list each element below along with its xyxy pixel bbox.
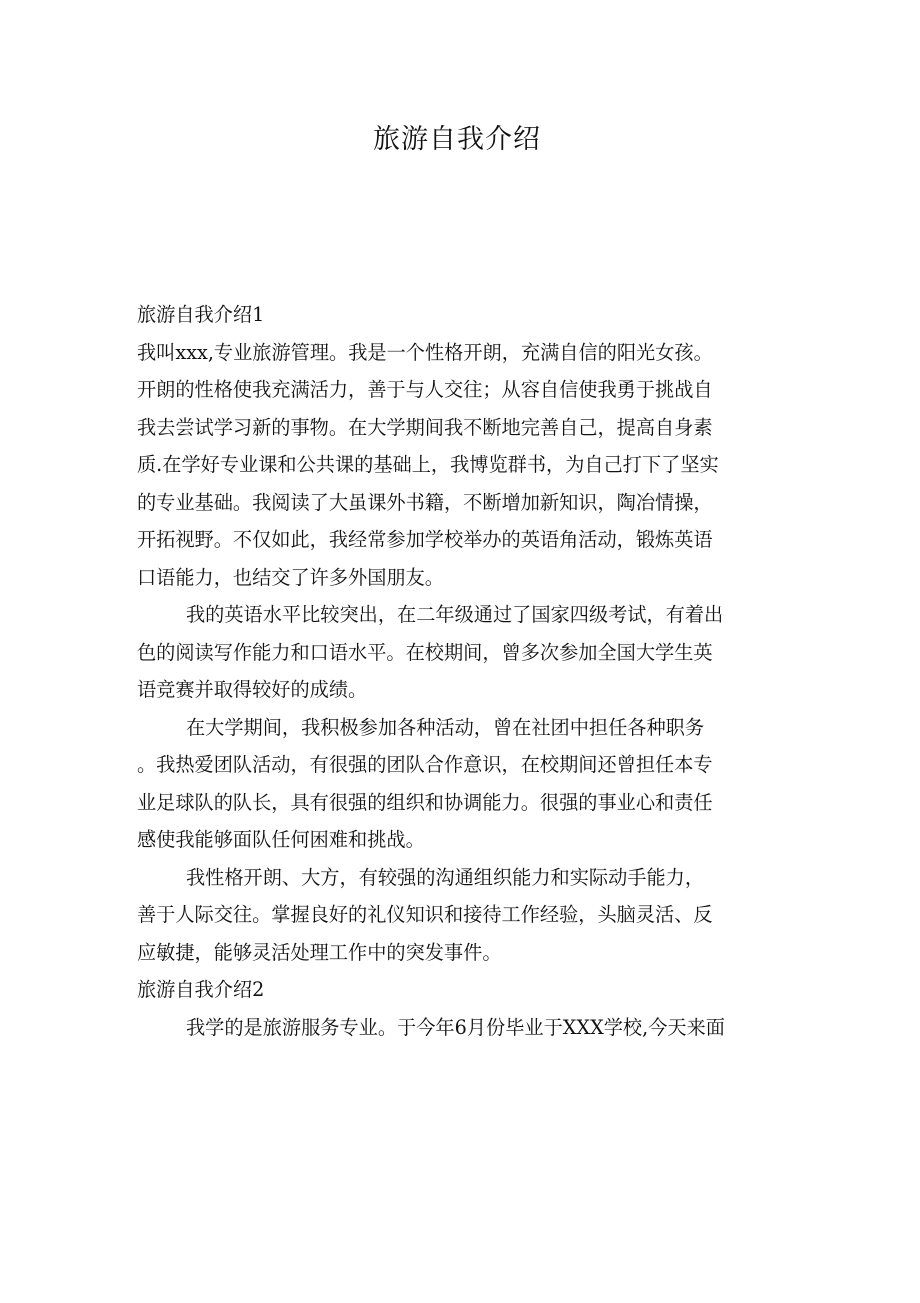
body-line: 旅游自我介绍1 (137, 303, 265, 326)
body-line: 质.在学好专业课和公共课的基础上，我博览群书，为自己打下了坚实 (137, 453, 719, 476)
body-line: 善于人际交往。掌握良好的礼仪知识和接待工作经验，头脑灵活、反 (137, 903, 713, 926)
body-line: 我叫xxx,专业旅游管理。我是一个性格开朗，充满自信的阳光女孩。 (137, 340, 713, 364)
body-line: 色的阅读写作能力和口语水平。在校期间，曾多次参加全国大学生英 (137, 640, 713, 664)
document-body (137, 296, 777, 1046)
document-title: 旅游自我介绍 (373, 124, 541, 155)
body-line: 我的英语水平比较突出，在二年级通过了国家四级考试，有着出 (186, 603, 724, 626)
body-line: 应敏捷，能够灵活处理工作中的突发事件。 (137, 940, 502, 964)
body-line: 口语能力，也结交了许多外国朋友。 (137, 565, 444, 589)
body-line: 我去尝试学习新的事物。在大学期间我不断地完善自己，提高自身素 (137, 415, 713, 439)
body-line: 语竞赛并取得较好的成绩。 (137, 678, 368, 701)
body-line: 开拓视野。不仅如此，我经常参加学校举办的英语角活动，锻炼英语 (137, 528, 713, 551)
body-line: 。我热爱团队活动，有很强的团队合作意识，在校期间还曾担任本专 (137, 753, 713, 776)
body-line: 感使我能够面队任何困难和挑战。 (137, 828, 425, 851)
body-line: 业足球队的队长，具有很强的组织和协调能力。很强的事业心和责任 (137, 790, 713, 814)
body-line: 我性格开朗、大方，有较强的沟通组织能力和实际动手能力， (186, 865, 705, 889)
body-line: 开朗的性格使我充满活力，善于与人交往；从容自信使我勇于挑战自 (137, 378, 713, 401)
body-line: 在大学期间，我积极参加各种活动，曾在社团中担任各种职务 (186, 715, 705, 739)
body-line: 的专业基础。我阅读了大虽课外书籍，不断增加新知识，陶冶情操， (137, 490, 713, 514)
body-line: 我学的是旅游服务专业。于今年6月份毕业于XXX学校,今天来面 (186, 1015, 725, 1039)
body-line: 旅游自我介绍2 (137, 978, 265, 1001)
